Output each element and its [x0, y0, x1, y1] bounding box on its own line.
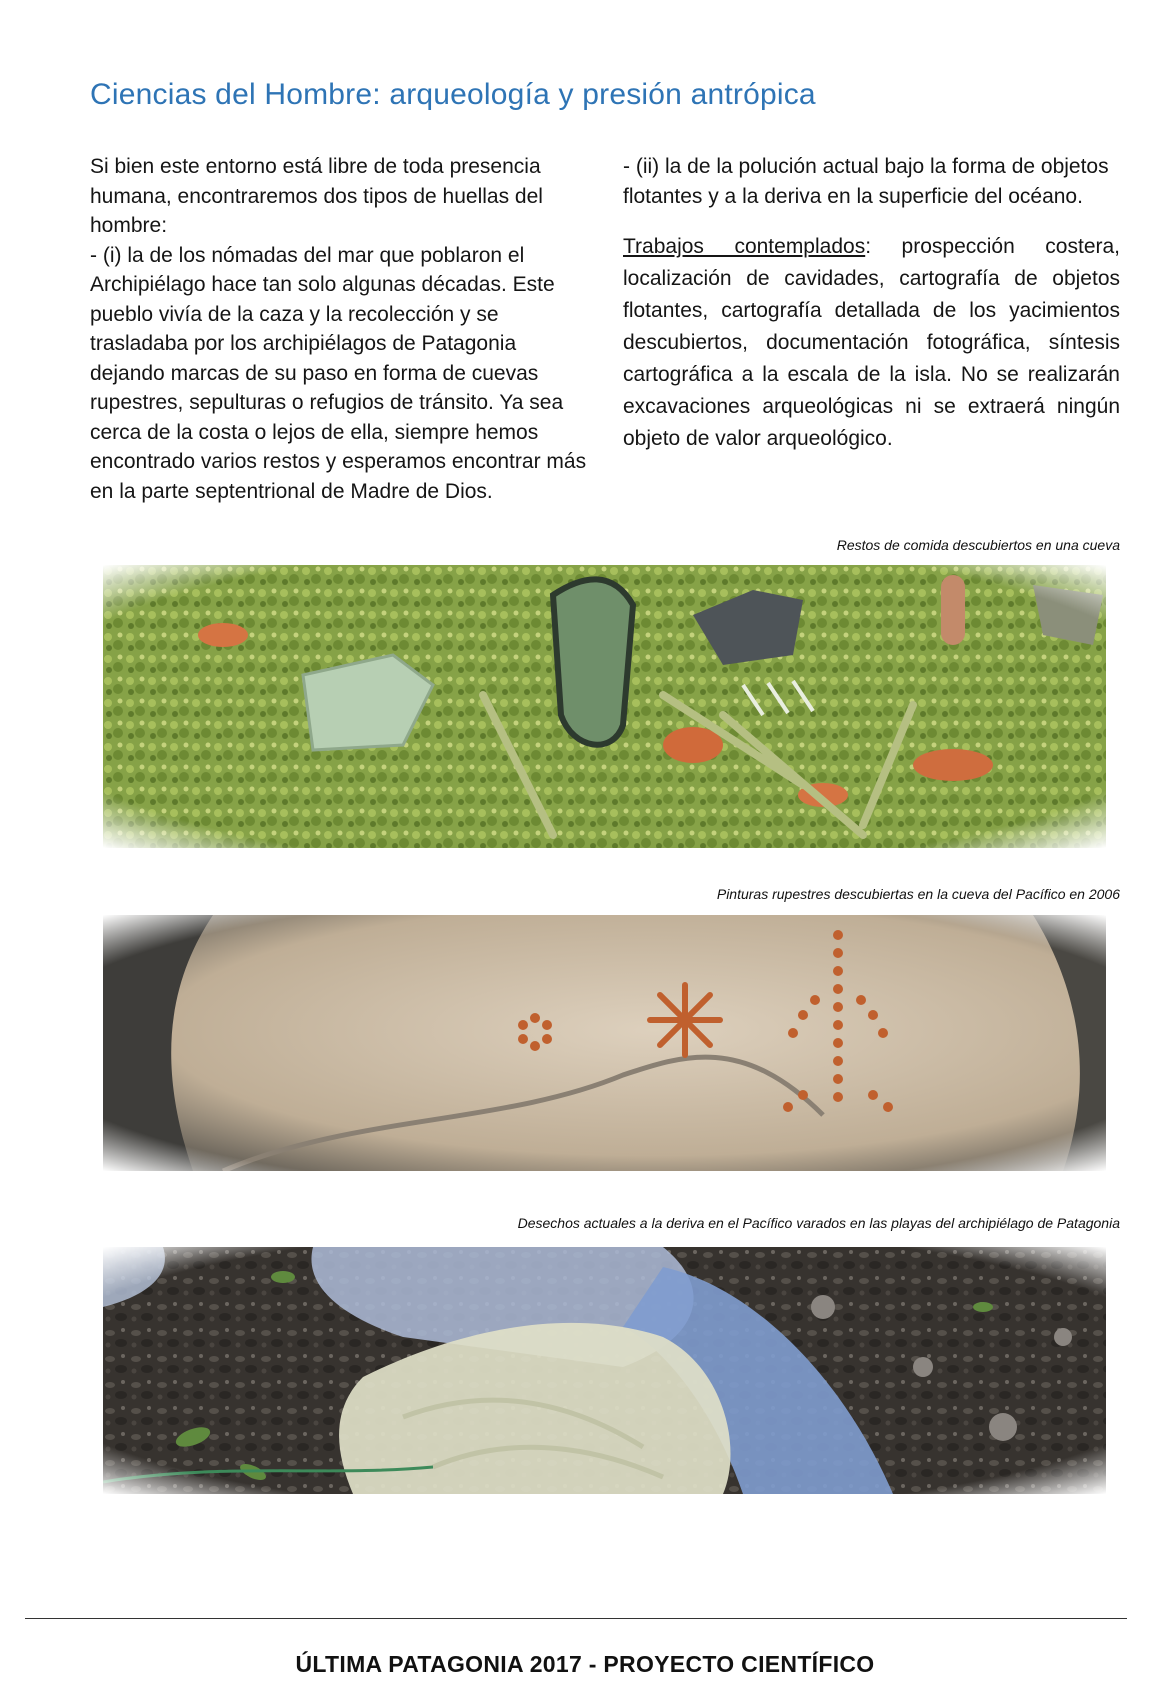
figure-3-caption: Desechos actuales a la deriva en el Pacífico varados en las playas del archipiélago de Patagonia [517, 1215, 1120, 1231]
left-column [90, 152, 590, 506]
page-title: Ciencias del Hombre: arqueología y presión antrópica [90, 78, 816, 112]
drift-debris-image [103, 1247, 1106, 1494]
item-ii-paragraph: - (ii) la de la polución actual bajo la forma de objetos flotantes y a la deriva en la superficie del océano. [623, 155, 1109, 208]
footer-divider [25, 1618, 1127, 1619]
works-paragraph [623, 231, 1120, 455]
intro-paragraph: Si bien este entorno está libre de toda presencia humana, encontraremos dos tipos de huellas del hombre: [90, 155, 543, 237]
figure-1-photo-food-remains [103, 565, 1106, 848]
works-label: Trabajos contemplados [623, 235, 866, 258]
works-text: : prospección costera, localización de cavidades, cartografía de objetos flotantes, cartografía detallada de los yacimientos descubiertos, documentación fotográfica, síntesis cartográfica a la escala de la isla. No se realizarán excavaciones arqueológicas ni se extraerá ningún objeto de valor arqueológico. [623, 235, 1121, 450]
right-column [623, 152, 1120, 455]
food-remains-image [103, 565, 1106, 848]
item-i-paragraph: - (i) la de los nómadas del mar que poblaron el Archipiélago hace tan solo algunas décadas. Este pueblo vivía de la caza y la recolección y se trasladaba por los archipiélagos de Patagonia dejando marcas de su paso en forma de cuevas rupestres, sepulturas o refugios de tránsito. Ya sea cerca de la costa o lejos de ella, siempre hemos encontrado varios restos y esperamos encontrar más en la parte septentrional de Madre de Dios. [90, 243, 587, 503]
figure-1-caption: Restos de comida descubiertos en una cueva [836, 537, 1120, 553]
figure-3-photo-drift-debris [103, 1247, 1106, 1494]
figure-2-photo-rock-paintings [103, 915, 1106, 1171]
rock-paintings-image [103, 915, 1106, 1171]
figure-2-caption: Pinturas rupestres descubiertas en la cueva del Pacífico en 2006 [716, 886, 1120, 902]
footer-project-title: ÚLTIMA PATAGONIA 2017 - PROYECTO CIENTÍFICO [295, 1651, 875, 1677]
